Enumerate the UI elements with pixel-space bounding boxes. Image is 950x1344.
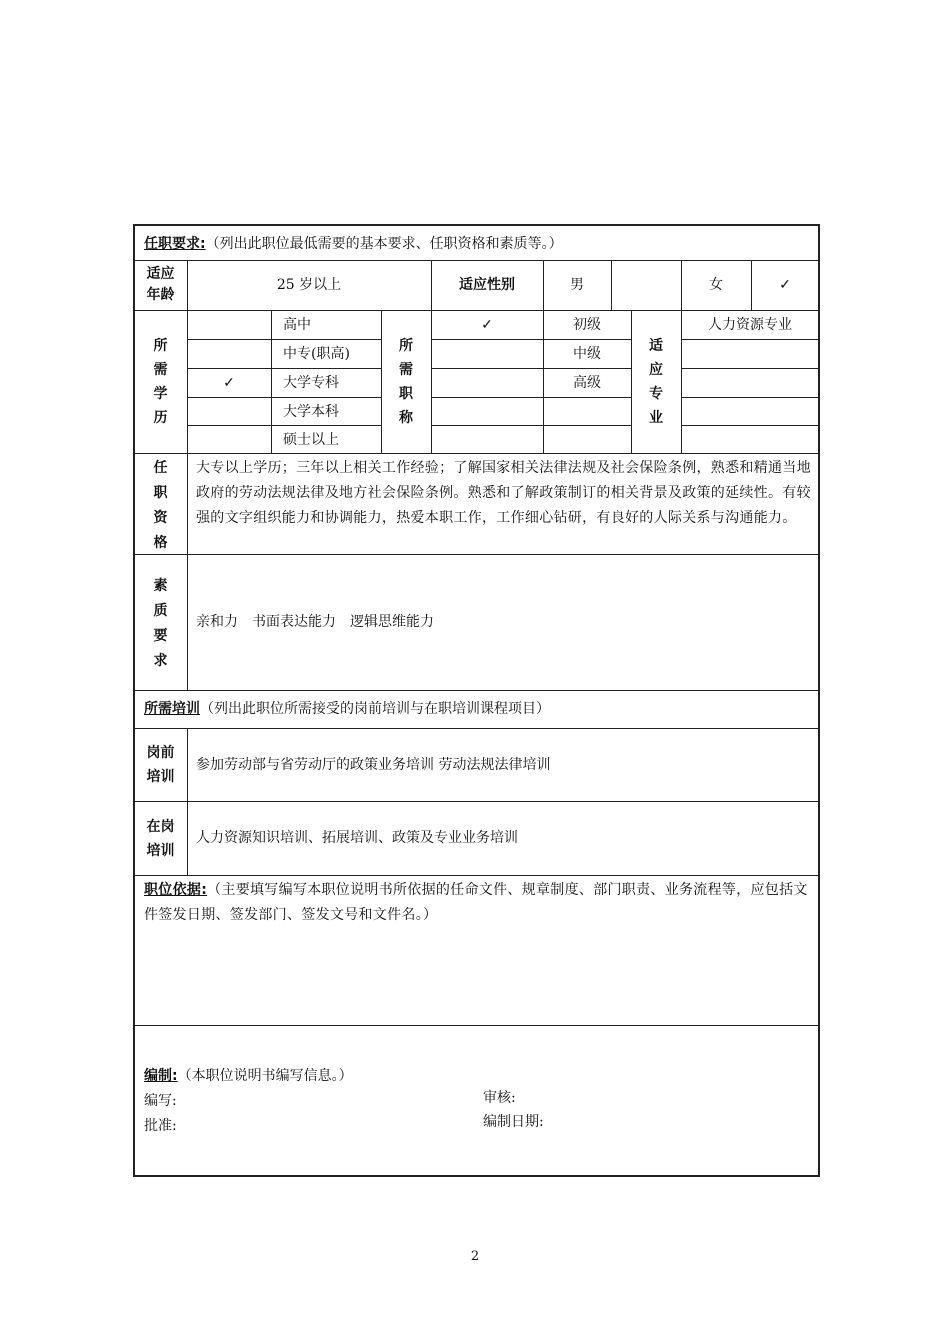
compile-note: （本职位说明书编写信息。）	[177, 1068, 353, 1084]
rule	[134, 453, 819, 454]
on-training-label: 在岗 培训	[146, 819, 175, 859]
quality-label: 素 质 要 求	[153, 578, 168, 669]
rule	[431, 339, 631, 340]
rule	[681, 368, 819, 369]
rule	[134, 690, 819, 691]
rule	[681, 339, 819, 340]
education-label: 所 需 学 历	[153, 338, 168, 426]
writer-field: 编写:	[144, 1093, 177, 1109]
rule	[431, 425, 631, 426]
age-value: 25 岁以上	[276, 277, 342, 293]
requirements-title: 任职要求:	[144, 236, 206, 252]
rule	[134, 310, 819, 311]
rule	[187, 397, 381, 398]
page-number: 2	[470, 1249, 480, 1264]
requirements-header	[144, 235, 563, 253]
education-check: ✓	[223, 375, 235, 391]
rule	[134, 554, 819, 555]
rule	[431, 397, 631, 398]
rule	[187, 453, 188, 690]
rule	[681, 425, 819, 426]
quality-text: 亲和力 书面表达能力 逻辑思维能力	[196, 614, 434, 630]
rule	[134, 1025, 819, 1026]
title-level: 高级	[573, 375, 601, 391]
qualification-text: 大专以上学历；三年以上相关工作经验；了解国家相关法律法规及社会保险条例，熟悉和精通当地政府的劳动法规法律及地方社会保险条例。熟悉和了解政策制订的相关背景及政策的延续性。有较强的文字组织能力和协调能力，热爱本职工作，工作细心钻研，有良好的人际关系与沟通能力。	[196, 460, 811, 526]
qualification-label: 任 职 资 格	[153, 460, 168, 551]
pre-training-text: 参加劳动部与省劳动厅的政策业务培训 劳动法规法律培训	[196, 757, 551, 773]
female-check: ✓	[779, 277, 791, 293]
rule	[187, 339, 381, 340]
education-level: 硕士以上	[283, 432, 339, 448]
gender-male: 男	[570, 277, 584, 293]
major-label: 适 应 专 业	[649, 338, 663, 426]
training-title: 所需培训	[144, 701, 200, 717]
date-field: 编制日期:	[483, 1114, 544, 1130]
requirements-note: （列出此职位最低需要的基本要求、任职资格和素质等。）	[205, 236, 563, 252]
title-check: ✓	[481, 317, 493, 333]
training-header	[144, 700, 550, 718]
compile-header	[144, 1067, 353, 1085]
education-level: 大学专科	[283, 375, 339, 391]
rule	[681, 397, 819, 398]
age-label: 适应 年龄	[146, 266, 175, 303]
rule	[134, 875, 819, 876]
education-level: 高中	[283, 317, 311, 333]
basis-note: （主要填写编写本职位说明书所依据的任命文件、规章制度、部门职责、业务流程等，应包括文件签发日期、签发部门、签发文号和文件名。）	[144, 882, 808, 923]
basis-section	[144, 878, 814, 928]
rule	[134, 728, 819, 729]
education-level: 中专(职高)	[283, 346, 350, 362]
rule	[187, 425, 381, 426]
title-level: 中级	[573, 346, 601, 362]
pre-training-label: 岗前 培训	[146, 745, 175, 785]
rule	[431, 368, 631, 369]
gender-label: 适应性别	[459, 277, 515, 293]
rule	[187, 368, 381, 369]
major-value: 人力资源专业	[708, 317, 792, 333]
approver-field: 批准:	[144, 1118, 177, 1134]
rule	[134, 260, 819, 261]
title-label: 所 需 职 称	[399, 338, 413, 426]
basis-title: 职位依据:	[144, 882, 208, 898]
rule	[187, 728, 188, 875]
education-level: 大学本科	[283, 404, 339, 420]
compile-title: 编制:	[144, 1068, 178, 1084]
reviewer-field: 审核:	[483, 1090, 516, 1106]
gender-female: 女	[709, 277, 723, 293]
training-note: （列出此职位所需接受的岗前培训与在职培训课程项目）	[200, 701, 550, 717]
rule	[134, 801, 819, 802]
title-level: 初级	[573, 317, 601, 333]
rule	[611, 260, 612, 310]
on-training-text: 人力资源知识培训、拓展培训、政策及专业业务培训	[196, 830, 518, 846]
rule	[271, 310, 272, 453]
